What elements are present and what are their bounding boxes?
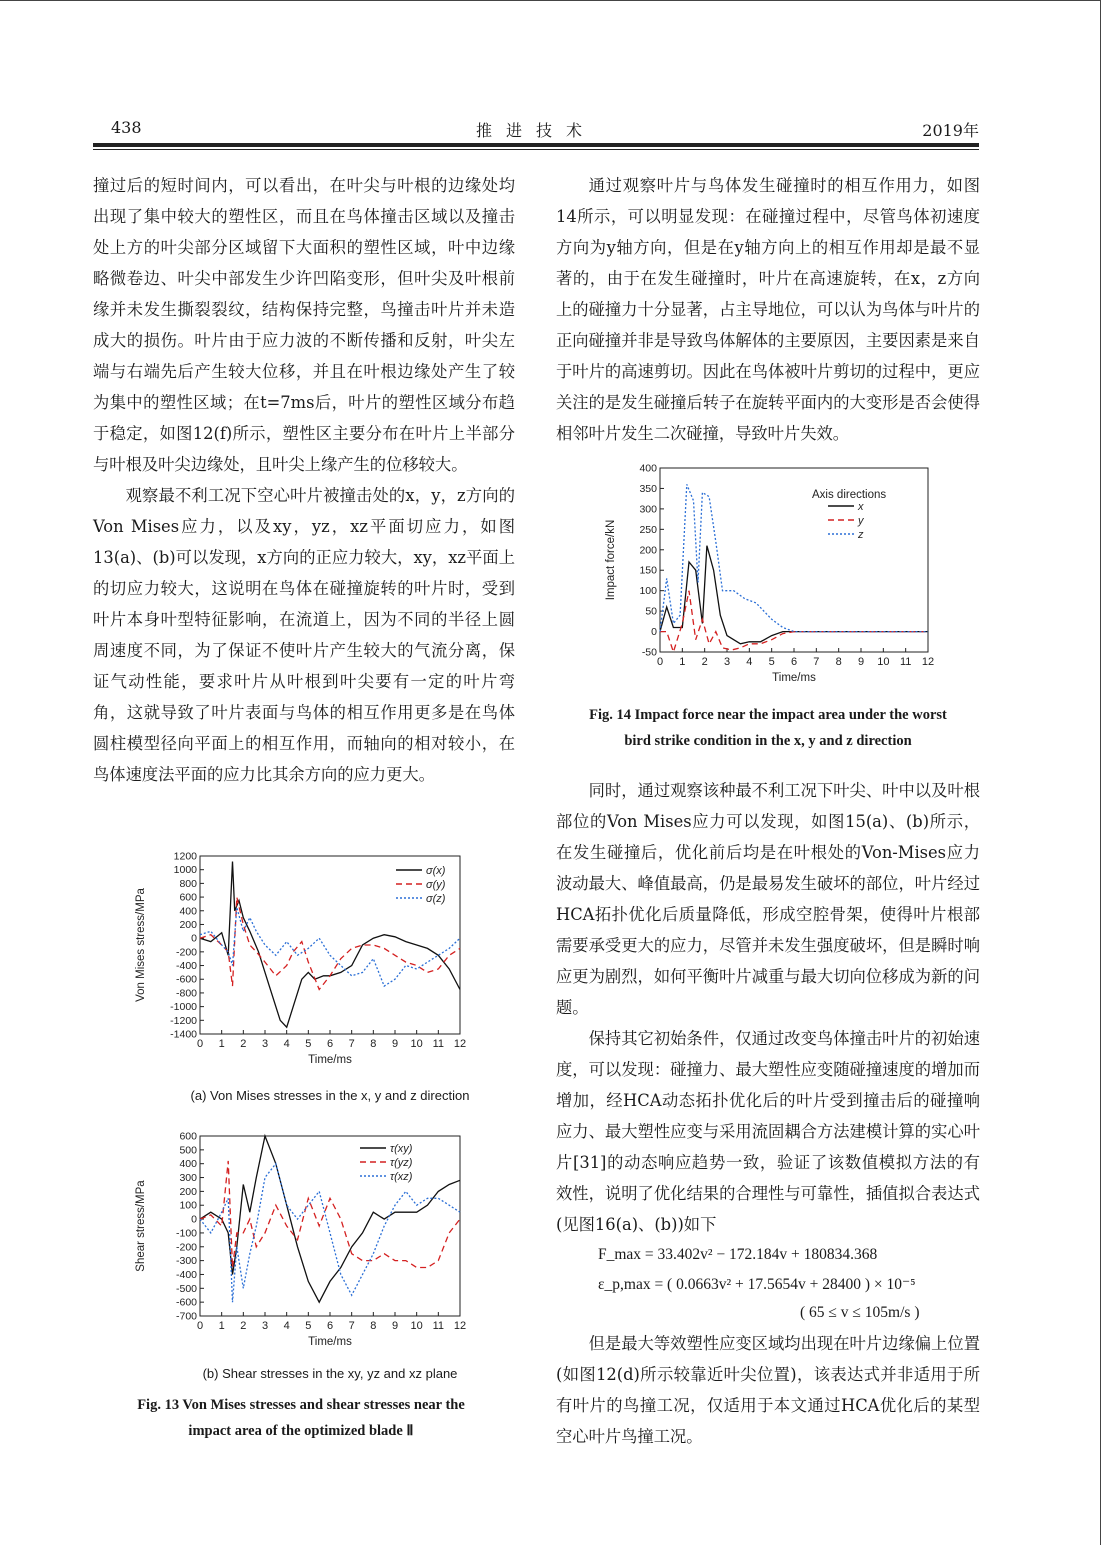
page-number: 438 (111, 118, 142, 137)
fig13-caption-line1: Fig. 13 Von Mises stresses and shear stresses near the (137, 1397, 465, 1413)
fig13b-ytick-label: 100 (179, 1199, 197, 1212)
fig14-ytick-label: 50 (645, 605, 657, 618)
fig13b-ytick-label: -200 (175, 1241, 197, 1254)
fig13a-xtick-label: 5 (305, 1038, 312, 1050)
fig14-plot-frame (660, 468, 928, 652)
fig13a-xtick-label: 0 (196, 1038, 204, 1050)
fig13a-ytick-label: 600 (179, 891, 197, 904)
fig13a-xtick-label: 8 (370, 1038, 377, 1050)
fig13a-ytick-label: -1200 (170, 1014, 197, 1027)
fig13a-ytick-label: 1200 (173, 850, 197, 863)
fig13b-legend-label: τ(xz) (390, 1171, 413, 1183)
equation-strain: ε_p,max = ( 0.0663v² + 17.5654v + 28400 ) × 10⁻⁵ (598, 1276, 916, 1293)
fig13a-ytick-label: 800 (179, 877, 197, 890)
fig14-ytick-label: 200 (639, 544, 657, 557)
fig13b-ytick-label: 300 (179, 1172, 197, 1185)
header-rule-thick (93, 143, 979, 147)
right-column-bottom (556, 775, 980, 1240)
fig13a-ytick-label: -200 (175, 946, 197, 959)
fig13b-legend-label: τ(xy) (390, 1143, 413, 1155)
fig13b-subcaption: (b) Shear stresses in the xy, yz and xz plane (202, 1366, 458, 1381)
fig13b-ytick-label: -700 (175, 1310, 197, 1323)
fig13a-ytick-label: -600 (175, 973, 197, 986)
fig14-chart (598, 460, 938, 700)
right-paragraph-4: 但是最大等效塑性应变区域均出现在叶片边缘偏上位置(如图12(d)所示较靠近叶尖位置)，该表达式并非适用于所有叶片的鸟撞工况，仅适用于本文通过HCA优化后的某型空心叶片鸟撞工况。 (556, 1334, 980, 1446)
fig13b-series-yz (200, 1161, 460, 1268)
fig13b-xtick-label: 7 (348, 1320, 355, 1332)
fig14-xtick-label: 12 (921, 656, 935, 668)
fig13a-xtick-label: 4 (283, 1038, 290, 1050)
fig14-xtick-label: 2 (701, 656, 708, 668)
fig13a-plot-frame (200, 856, 460, 1034)
fig14-xtick-label: 3 (723, 656, 731, 668)
right-paragraph-3: 保持其它初始条件，仅通过改变鸟体撞击叶片的初始速度，可以发现：碰撞力、最大塑性应变随碰撞速度的增加而增加，经HCA动态拓扑优化后的叶片受到撞击后的碰撞响应力、最大塑性应变与采用流固耦合方法建模计算的实心叶片[31]的动态响应趋势一致，验证了该数值模拟方法的有效性，说明了优化结果的合理性与可靠性，插值拟合表达式(见图16(a)、(b))如下 (556, 1029, 980, 1234)
fig13a-ytick-label: -800 (175, 987, 197, 1000)
fig14-ytick-label: 250 (639, 523, 657, 536)
fig13a-xtick-label: 7 (348, 1038, 355, 1050)
equation-range: ( 65 ≤ v ≤ 105m/s ) (800, 1304, 920, 1321)
fig13a-legend-label: σ(z) (426, 893, 446, 905)
fig13b-ytick-label: -600 (175, 1296, 197, 1309)
fig13a-series-x (200, 862, 460, 1028)
fig13b-legend-label: τ(yz) (390, 1157, 413, 1169)
journal-year: 2019年 (922, 121, 979, 140)
fig14-series-y (660, 591, 928, 652)
left-column (93, 170, 515, 790)
fig13a-xtick-label: 2 (240, 1038, 247, 1050)
fig13b-xtick-label: 8 (370, 1320, 377, 1332)
fig13b-xtick-label: 2 (240, 1320, 247, 1332)
fig13-caption-line2: impact area of the optimized blade Ⅱ (188, 1423, 414, 1439)
fig13a-ytick-label: -1000 (170, 1001, 197, 1014)
fig14-ytick-label: 100 (639, 585, 657, 598)
fig14-xtick-label: 4 (746, 656, 753, 668)
fig13b-ytick-label: 600 (179, 1130, 197, 1143)
fig13b-xtick-label: 10 (410, 1320, 423, 1332)
running-header (93, 118, 979, 142)
fig13a-ylabel: Von Mises stress/MPa (135, 888, 147, 1002)
fig13b-xtick-label: 3 (261, 1320, 269, 1332)
fig14-series-x (660, 546, 928, 644)
fig14-ytick-label: 350 (639, 482, 657, 495)
fig13a-legend-label: σ(x) (426, 865, 446, 877)
fig14-legend-label: x (858, 501, 864, 513)
fig13b-xtick-label: 0 (196, 1320, 204, 1332)
fig14-ytick-label: 0 (651, 626, 657, 639)
fig14-legend-label: z (858, 529, 864, 541)
fig13b-series-xy (200, 1136, 460, 1302)
fig13b-xtick-label: 9 (391, 1320, 399, 1332)
right-paragraph-2: 同时，通过观察该种最不利工况下叶尖、叶中以及叶根部位的Von Mises应力可以发现，如图15(a)、(b)所示，在发生碰撞后，优化前后均是在叶根处的Von-Mises应力波动最大、峰值最高，仍是最易发生破坏的部位，叶片经过HCA拓扑优化后质量降低，形成空腔骨架，使得叶片根部需要承受更大的应力，尽管并未发生强度破坏，但是瞬时响应更为剧烈，如何平衡叶片减重与最大切向位移成为新的问题。 (556, 781, 980, 1017)
fig13b-chart (132, 1128, 477, 1360)
journal-name: 推进技术 (475, 121, 596, 140)
fig13a-xtick-label: 11 (432, 1038, 445, 1050)
fig13a-xtick-label: 10 (410, 1038, 423, 1050)
fig14-xtick-label: 6 (790, 656, 798, 668)
fig14-xtick-label: 7 (813, 656, 820, 668)
fig13b-ytick-label: -100 (175, 1227, 197, 1240)
fig14-ytick-label: -50 (641, 646, 657, 659)
fig14-xlabel: Time/ms (772, 672, 816, 684)
fig14-caption-line1: Fig. 14 Impact force near the impact area under the worst (589, 707, 947, 723)
right-column-top (556, 170, 980, 449)
fig13a-ytick-label: 400 (179, 905, 197, 918)
fig14-xtick-label: 9 (857, 656, 865, 668)
fig13a-xtick-label: 6 (326, 1038, 334, 1050)
fig13b-xtick-label: 12 (453, 1320, 467, 1332)
fig13-caption (100, 1392, 502, 1444)
equation-force: F_max = 33.402v² − 172.184v + 180834.368 (598, 1246, 878, 1263)
fig13a-xtick-label: 12 (453, 1038, 467, 1050)
fig13b-ylabel: Shear stress/MPa (135, 1180, 147, 1272)
fig13b-xlabel: Time/ms (308, 1336, 352, 1348)
header-rule-thin (93, 149, 979, 150)
fig13a-xtick-label: 1 (218, 1038, 225, 1050)
fig13b-xtick-label: 11 (432, 1320, 445, 1332)
fig13b-ytick-label: 400 (179, 1158, 197, 1171)
fig13b-xtick-label: 1 (218, 1320, 225, 1332)
fig13b-ytick-label: 500 (179, 1144, 197, 1157)
fig14-legend-label: y (858, 515, 864, 527)
fig13b-ytick-label: -500 (175, 1282, 197, 1295)
fig13a-xtick-label: 9 (391, 1038, 399, 1050)
fig14-xtick-label: 5 (768, 656, 775, 668)
right-column-end (556, 1328, 980, 1452)
fig13b-ytick-label: 200 (179, 1185, 197, 1198)
fig13b-xtick-label: 6 (326, 1320, 334, 1332)
fig13a-xlabel: Time/ms (308, 1054, 352, 1066)
fig14-xtick-label: 0 (656, 656, 664, 668)
fig13a-series-y (200, 897, 460, 989)
fig13b-ytick-label: 0 (191, 1213, 197, 1226)
fig14-ytick-label: 400 (639, 462, 657, 475)
fig13a-ytick-label: 1000 (173, 864, 197, 877)
fig13b-ytick-label: -400 (175, 1268, 197, 1281)
left-paragraph-1: 撞过后的短时间内，可以看出，在叶尖与叶根的边缘处均出现了集中较大的塑性区，而且在鸟体撞击区域以及撞击处上方的叶尖部分区域留下大面积的塑性区域，叶中边缘略微卷边、叶尖中部发生少许凹陷变形，但叶尖及叶根前缘并未发生撕裂裂纹，结构保持完整，鸟撞击叶片并未造成大的损伤。叶片由于应力波的不断传播和反射，叶尖左端与右端先后产生较大位移，并且在叶根边缘处产生了较为集中的塑性区域；在t=7ms后，叶片的塑性区域分布趋于稳定，如图12(f)所示，塑性区主要分布在叶片上半部分与叶根及叶尖边缘处，且叶尖上缘产生的位移较大。 (93, 176, 515, 474)
fig13a-subcaption: (a) Von Mises stresses in the x, y and z direction (190, 1088, 470, 1103)
fig14-caption-line2: bird strike condition in the x, y and z direction (624, 733, 912, 749)
fig14-ytick-label: 150 (639, 564, 657, 577)
fig14-ytick-label: 300 (639, 503, 657, 516)
right-paragraph-1: 通过观察叶片与鸟体发生碰撞时的相互作用力，如图14所示，可以明显发现：在碰撞过程中，尽管鸟体初速度方向为y轴方向，但是在y轴方向上的相互作用却是最不显著的，由于在发生碰撞时，叶片在高速旋转，在x，z方向上的碰撞力十分显著，占主导地位，可以认为鸟体与叶片的正向碰撞并非是导致鸟体解体的主要原因，主要因素是来自于叶片的高速剪切。因此在鸟体被叶片剪切的过程中，更应关注的是发生碰撞后转子在旋转平面内的大变形是否会使得相邻叶片发生二次碰撞，导致叶片失效。 (556, 176, 980, 443)
fig13a-legend-label: σ(y) (426, 879, 446, 891)
fig13a-chart (132, 848, 477, 1080)
fig14-ylabel: Impact force/kN (605, 519, 617, 601)
fig14-xtick-label: 8 (835, 656, 842, 668)
fig13a-ytick-label: -1400 (170, 1028, 197, 1041)
fig13a-ytick-label: 200 (179, 918, 197, 931)
fig14-xtick-label: 11 (899, 656, 912, 668)
fig13b-xtick-label: 5 (305, 1320, 312, 1332)
fig14-xtick-label: 10 (877, 656, 890, 668)
fig14-xtick-label: 1 (679, 656, 686, 668)
fig13a-ytick-label: 0 (191, 932, 197, 945)
fig13a-ytick-label: -400 (175, 960, 197, 973)
fig14-legend-title: Axis directions (812, 489, 887, 501)
fig13b-ytick-label: -300 (175, 1255, 197, 1268)
left-paragraph-2: 观察最不利工况下空心叶片被撞击处的x，y，z方向的Von Mises应力，以及xy，yz，xz平面切应力，如图13(a)、(b)可以发现，x方向的正应力较大，xy，xz平面上的切应力较大，这说明在鸟体在碰撞旋转的叶片时，受到叶片本身叶型特征影响，在流道上，因为不同的半径上圆周速度不同，为了保证不使叶片产生较大的气流分离，保证气动性能，要求叶片从叶根到叶尖要有一定的叶片弯角，这就导致了叶片表面与鸟体的相互作用更多是在鸟体圆柱模型径向平面上的相互作用，而轴向的相对较小，在鸟体速度法平面的应力比其余方向的应力更大。 (93, 486, 515, 784)
fig13b-xtick-label: 4 (283, 1320, 290, 1332)
fig14-caption (556, 702, 980, 754)
fig13a-xtick-label: 3 (261, 1038, 269, 1050)
